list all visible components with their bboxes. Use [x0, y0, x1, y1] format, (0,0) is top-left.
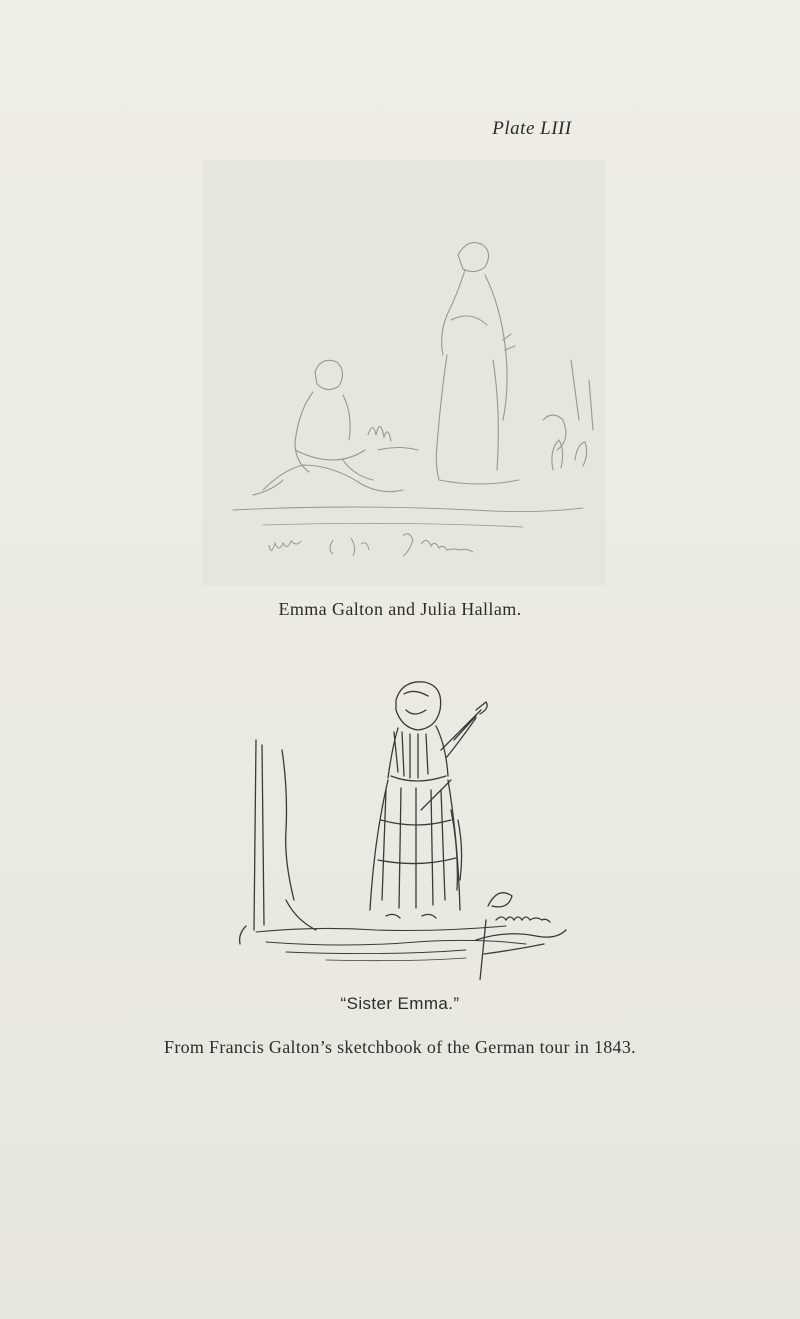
sketch-paper-tone: [203, 160, 605, 586]
figure-caption-top: Emma Galton and Julia Hallam.: [278, 599, 522, 619]
figure-caption-bottom: “Sister Emma.”: [340, 994, 460, 1013]
pencil-sketch-drawing: [203, 160, 605, 586]
ink-sketch-drawing: [226, 670, 580, 980]
plate-title: Plate LIII: [492, 118, 572, 139]
pencil-sketch-two-women: [203, 160, 605, 586]
source-attribution: From Francis Galton’s sketchbook of the German tour in 1843.: [164, 1037, 636, 1057]
ink-sketch-sister-emma: [226, 670, 580, 980]
